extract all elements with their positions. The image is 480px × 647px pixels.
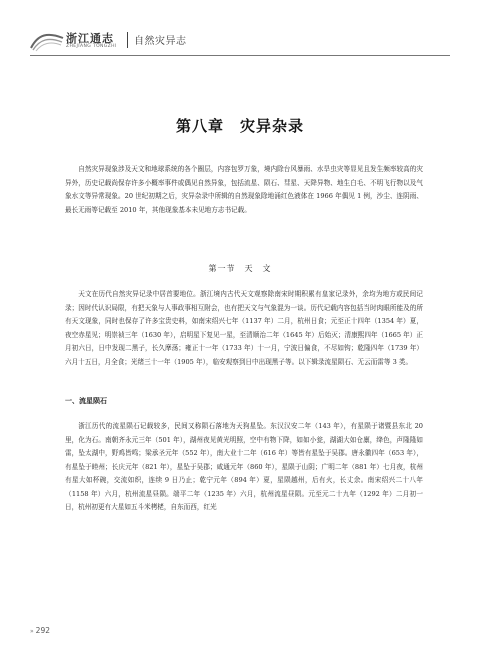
page-number-text: 292	[35, 626, 50, 635]
intro-text: 自然灾异现象涉及天文和地球系统的各个圈层，内容包罗万象，境内除台风暴雨、水旱虫灾等显见且发生频率较高的灾异外，历史记载尚保存许多小概率事件或偶见自然异象，包括流星、陨石、彗星、天降异物、地生白毛、不明飞行物以及气象水文等异常现象。20 世纪初期之后，灾异杂录中所辑的自然现象除地涌红色液体在 1966 年偶见 1 例，沙尘、连阴雨、最长无雨等记载至 2010 年，其他现象基本未见地方志书记载。	[65, 165, 423, 214]
page-arrows-icon: »	[30, 628, 34, 635]
section-text: 天文在历代自然灾异记录中居首要地位。浙江境内古代天文观察除南宋时期积累有皇家记录外，余均为地方或民间记录；因时代认识局限，有把天象与人事政事相互附会，也有把天文与气象混为一谈。历代记载内容包括当时肉眼所能及的所有天文现象，同时也保存了许多宝贵史料，如南宋绍兴七年（1137 年）二月，杭州日食；元至正十四年（1354 年）夏，夜空赤星见；明崇祯三年（1630 年），启明星下复见一星，至清顺治二年（1645 年）后始灭；清康熙四年（1665 年）正月初六日，日中发现二黑子，长久摩荡；雍正十一年（1733 年）十一月，宁波日偏食，不尽如钩；乾隆四年（1739 年）六月十五日，月全食；光绪三十一年（1905 年），临安观察到日中出现黑子等。以下辑录流星陨石、无云而雷等 3 类。	[65, 290, 423, 366]
page-header	[30, 28, 450, 58]
chapter-title: 第八章 灾异杂录	[175, 117, 304, 135]
header-rule	[30, 55, 450, 56]
meteor-paragraph	[65, 420, 423, 515]
subsection-title: 一、流星陨石	[65, 397, 107, 405]
logo-title: 浙江通志	[66, 32, 114, 45]
intro-paragraph	[65, 163, 423, 217]
volume-title: 自然灾异志	[134, 36, 187, 47]
page-number	[30, 626, 50, 635]
logo-subtitle: ZHEJIANG TONGZHI	[66, 44, 117, 49]
logo-wave-icon	[30, 30, 64, 52]
header-separator	[127, 32, 128, 48]
section-title: 第一节 天 文	[208, 264, 272, 273]
meteor-text: 浙江历代的流星陨石记载较多，民间又称陨石落地为天狗星坠。东汉汉安二年（143 年），有星陨于诸暨县东北 20 里，化为石。南朝齐永元三年（501 年），湖州夜见黄光明照，空中有物下降，如如小瓮，湖湖大如仓廪，绛色，声隆隆如雷，坠太湖中，野鸡皆鸣；梁承圣元年（552 年），南大业十二年（616 年）等皆有星坠于吴郡。唐永徽四年（653 年），有星坠于睦州；长庆元年（821 年），星坠于吴郡；咸通元年（860 年），星陨于山阴；广明二年（881 年）七月夜，杭州有星大如杯碗，交流如织，连续 9 日乃止；乾宁元年（894 年）夏，星陨越州，后有火，长丈余。南宋绍兴二十八年（1158 年）六月，杭州流星昼陨。端平二年（1235 年）六月，杭州流星昼陨。元至元二十九年（1292 年）二月初一日，杭州初更有大星如五斗米栲栳，自东而西，红光	[65, 422, 423, 511]
section-paragraph	[65, 288, 423, 369]
